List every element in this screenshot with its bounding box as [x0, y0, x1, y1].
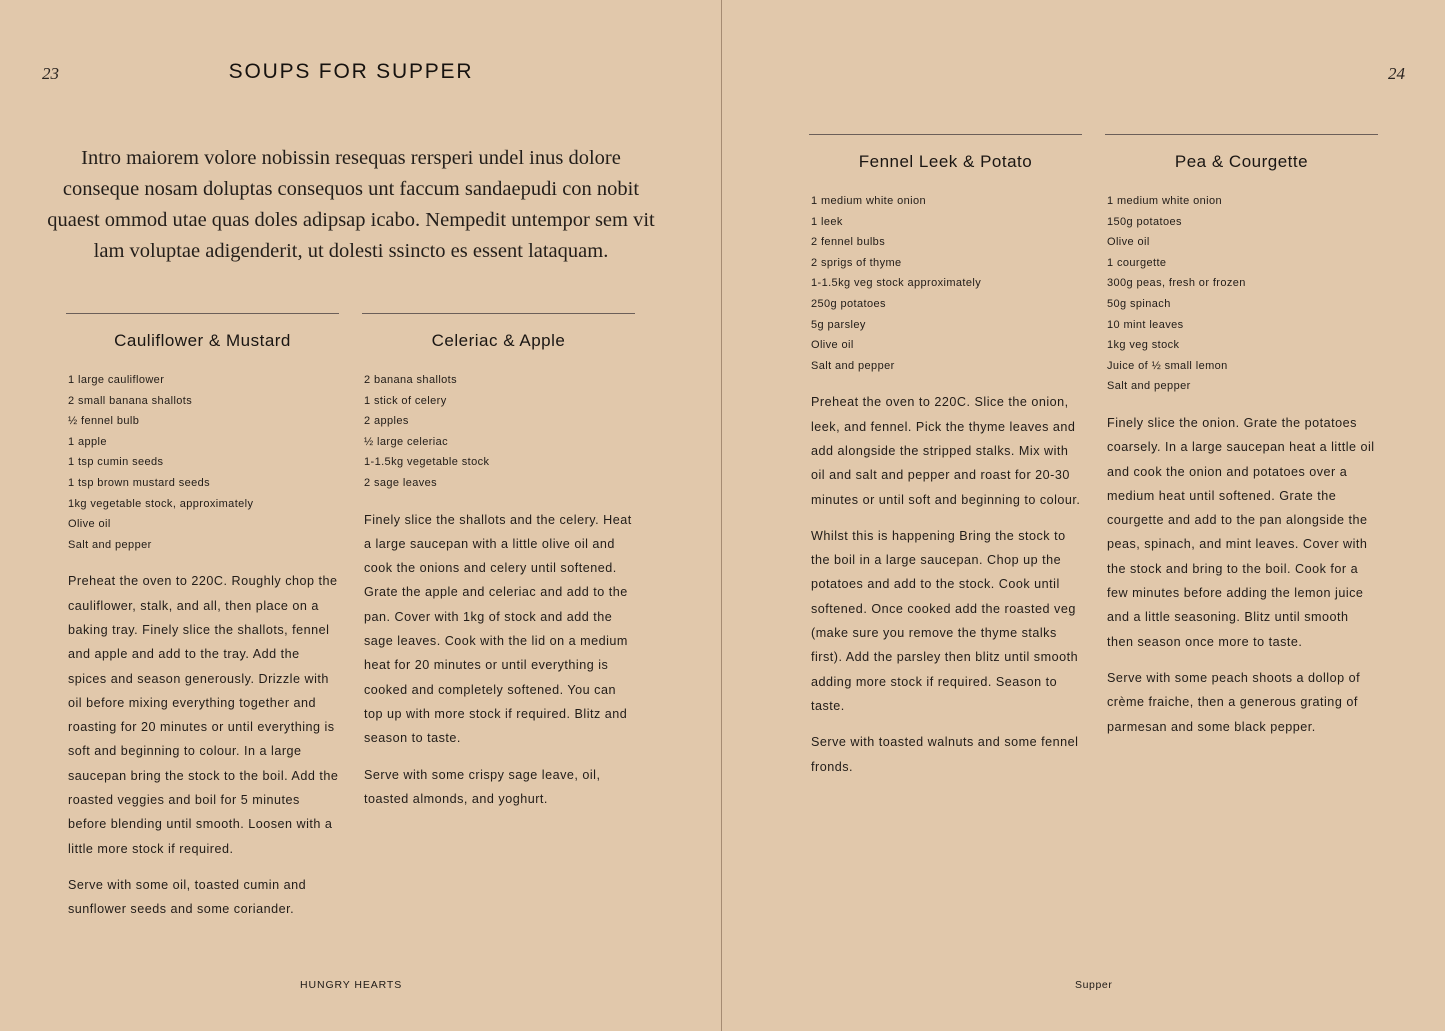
chapter-title: SOUPS FOR SUPPER [228, 60, 474, 83]
ingredient: ½ fennel bulb [68, 415, 140, 428]
running-footer-right: Supper [1075, 979, 1113, 991]
ingredient-list [1105, 191, 1378, 397]
ingredient-list [809, 191, 1082, 376]
recipe-cauliflower-mustard [66, 313, 339, 922]
ingredient: Juice of ½ small lemon [1107, 359, 1228, 372]
recipe-pea-courgette [1105, 134, 1378, 739]
ingredient: Salt and pepper [68, 538, 152, 551]
serving-suggestion: Serve with some oil, toasted cumin and sunflower seeds and some coriander. [68, 877, 307, 917]
ingredient: 2 apples [364, 415, 409, 428]
ingredient: 5g parsley [811, 318, 866, 331]
page-number-left: 23 [42, 64, 59, 83]
recipe-divider [809, 134, 1082, 135]
ingredient: 50g spinach [1107, 297, 1171, 310]
recipe-title: Celeriac & Apple [431, 331, 566, 350]
recipe-divider [362, 313, 635, 314]
ingredient: 1kg vegetable stock, approximately [68, 497, 254, 510]
ingredient: 1 courgette [1107, 256, 1167, 269]
ingredient: 1 large cauliflower [68, 374, 165, 386]
recipe-divider [66, 313, 339, 314]
recipe-title: Fennel Leek & Potato [858, 152, 1033, 171]
method-paragraph: Whilst this is happening Bring the stock to the boil in a large saucepan. Chop up the potatoes and add to the stock. Cook until softened. Once cooked add the roasted veg (make sure you remove the thyme stalks first). Add the parsley then blitz until smooth adding more stock if required. Season to taste. [811, 528, 1079, 713]
ingredient: 1 apple [68, 435, 107, 448]
ingredient: 1-1.5kg veg stock approximately [811, 277, 982, 290]
book-spine-divider [721, 0, 722, 1031]
serving-suggestion: Serve with some peach shoots a dollop of crème fraiche, then a generous grating of parmesan and some black pepper. [1107, 670, 1361, 734]
serving-suggestion: Serve with some crispy sage leave, oil, toasted almonds, and yoghurt. [364, 767, 601, 806]
ingredient: Olive oil [68, 518, 111, 531]
recipe-title: Cauliflower & Mustard [114, 331, 291, 350]
ingredient: 1 leek [811, 215, 843, 228]
ingredient: Salt and pepper [811, 359, 895, 372]
method-paragraph: Finely slice the onion. Grate the potatoes coarsely. In a large saucepan heat a little oil and cook the onion and potatoes over a medium heat until softened. Grate the courgette and add to the pan alongside the peas, spinach, and mint leaves. Cover with the stock and bring to the boil. Cook for a few minutes before adding the lemon juice and a little seasoning. Blitz until smooth then season once more to taste. [1107, 415, 1375, 649]
ingredient: 1 tsp brown mustard seeds [68, 476, 211, 489]
serving-suggestion: Serve with toasted walnuts and some fennel fronds. [811, 735, 1079, 774]
ingredient: 2 banana shallots [364, 374, 458, 386]
right-page [723, 0, 1445, 1031]
recipe-fennel-leek-potato [809, 134, 1082, 779]
ingredient: 2 small banana shallots [68, 394, 193, 407]
method-paragraph: Preheat the oven to 220C. Roughly chop the cauliflower, stalk, and all, then place on a baking tray. Finely slice the shallots, fennel and apple and add to the tray. Add the spices and season generously. Drizzle with oil before mixing everything together and roasting for 20 minutes or until everything is soft and beginning to colour. In a large saucepan bring the stock to the boil. Add the roasted veggies and boil for 5 minutes before blending until smooth. Loosen with a little more stock if required. [68, 574, 339, 856]
recipe-divider [1105, 134, 1378, 135]
intro-paragraph: Intro maiorem volore nobissin resequas rersperi undel inus dolore conseque nosam doluptas consequos unt faccum sandaepudi con nobit quaest ommod utae quas doles adipsap icabo. Nempedit untempor sem vit lam voluptae adigenderit, ut dolesti ssincto es essent lataquam. [47, 147, 655, 262]
ingredient: Salt and pepper [1107, 380, 1191, 393]
ingredient-list [362, 370, 635, 494]
ingredient: 150g potatoes [1107, 215, 1182, 228]
ingredient: ½ large celeriac [364, 435, 449, 448]
ingredient: 1 medium white onion [811, 195, 927, 207]
ingredient: 300g peas, fresh or frozen [1107, 277, 1246, 290]
ingredient: 2 sage leaves [364, 476, 438, 489]
ingredient: 10 mint leaves [1107, 318, 1184, 331]
recipe-celeriac-apple [362, 313, 635, 811]
method-paragraph: Finely slice the shallots and the celery. Heat a large saucepan with a little olive oil and cook the onions and celery until softened. Grate the apple and celeriac and add to the pan. Cover with 1kg of stock and add the sage leaves. Cook with the lid on a medium heat for 20 minutes or until everything is cooked and completely softened. You can top up with more stock if required. Blitz and season to taste. [364, 512, 632, 746]
ingredient: 2 fennel bulbs [811, 236, 886, 249]
left-page [0, 0, 722, 1031]
ingredient: Olive oil [1107, 236, 1150, 249]
ingredient-list [66, 370, 339, 555]
ingredient: 1 medium white onion [1107, 195, 1223, 207]
ingredient: 1 stick of celery [364, 394, 447, 407]
page-number-right: 24 [1388, 64, 1405, 83]
method-paragraph: Preheat the oven to 220C. Slice the onion, leek, and fennel. Pick the thyme leaves and add alongside the stripped stalks. Mix with oil and salt and pepper and roast for 20-30 minutes or until soft and beginning to colour. [811, 395, 1081, 507]
ingredient: 1 tsp cumin seeds [68, 456, 164, 469]
ingredient: 1kg veg stock [1107, 339, 1180, 352]
ingredient: 2 sprigs of thyme [811, 256, 902, 269]
ingredient: Olive oil [811, 339, 854, 352]
ingredient: 1-1.5kg vegetable stock [364, 456, 490, 469]
running-footer-left: HUNGRY HEARTS [300, 979, 403, 991]
ingredient: 250g potatoes [811, 297, 886, 310]
recipe-title: Pea & Courgette [1174, 152, 1309, 171]
